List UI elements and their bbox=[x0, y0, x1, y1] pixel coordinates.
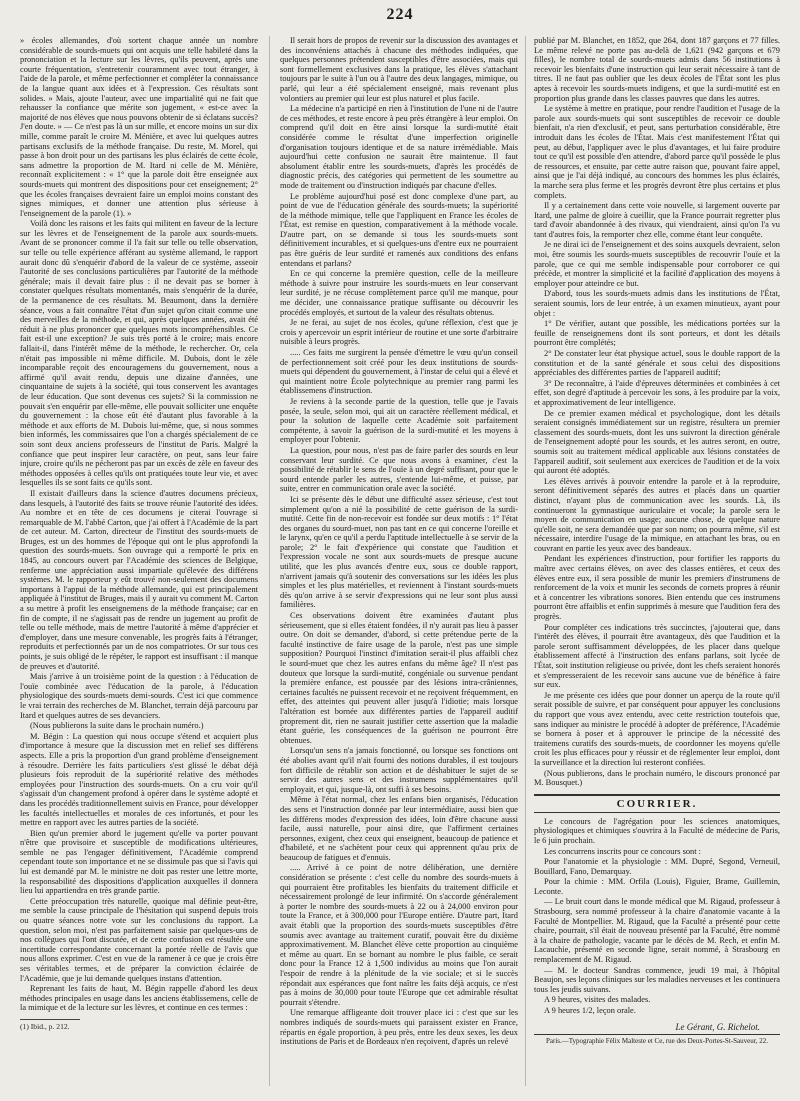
paragraph: — M. le docteur Sandras commence, jeudi 19 mai, à l'hôpital Beaujon, ses leçons cliniques sur les maladies nerveuses et les continuera tous les jeudis suivans. bbox=[534, 965, 780, 994]
paragraph: Une remarque affligeante doit trouver place ici : c'est que sur les nombres indiqués de sourds-muets qui paraissent exister en France, répartis en égale proportion, à peu près, entre les deux sexes, les deux institutions de Paris et de Bordeaux n'en reçoivent, d'après un relevé bbox=[280, 1008, 518, 1047]
paragraph: M. Bégin : La question qui nous occupe s'étend et acquiert plus d'importance à mesure que la discussion met en relief ses différens aspects. Elle a pris la proportion d'un grand problème d'enseignement à résoudre. Derrière les faits particuliers s'est glissé le débat déjà plusieurs fois reproduit de la supériorité relative des méthodes employées pour l'instruction des sourds-muets. On a cru voir qu'il s'agissait d'un changement profond à opérer dans le système adopté et dans les procédés traditionnellement suivis en France, pour développer les facultés intellectuelles et morales de ces infortunés, et pour les mettre en rapport avec les autres parties de la société. bbox=[20, 731, 258, 828]
paragraph: Lorsqu'un sens n'a jamais fonctionné, ou lorsque ses fonctions ont été abolies avant qu'il n'ait fourni des notions durables, il est toujours fort difficile de rétablir son action et de déshabituer le sujet de se servir des autres sens et des instrumens supplémentaires qu'il employait, et qui, jusque-là, ont suffi à ses besoins. bbox=[280, 746, 518, 794]
paragraph: Cette préoccupation très naturelle, quoique mal définie peut-être, me semble la cause principale de l'hésitation qui suspend depuis trois ou quatre séances notre vote sur les conclusions du rapport. La question, selon moi, n'est pas parfaitement saisie par quelques-uns de nos collègues qui l'ont discutée, et de cette confusion est résultée une incertitude correspondante concernant la portée réelle de l'avis que nous allons exprimer. C'est en vue de la ramener à ce que je crois être ses véritables termes, et de préparer la conviction éclairée de l'Académie, que je lui demande quelques instans d'attention. bbox=[20, 896, 258, 983]
paragraph: Les élèves arrivés à pouvoir entendre la parole et à la reproduire, seront définitivement séparés des autres et placés dans un quartier distinct, n'ayant plus de communication avec les sourds. Là, ils continueront la gymnastique auriculaire et vocale; la parole sera le moyen de communication en usage; aucune chose, de quelque nature qu'elle soit, ne sera demandée que par son nom; on pourra même, s'il est nécessaire, interdire l'usage de la mimique, en attachant les bras, ou en couvrant en partie les yeux avec des bandeaux. bbox=[534, 476, 780, 553]
paragraph: A 9 heures 1/2, leçon orale. bbox=[544, 1006, 636, 1015]
paragraph: ..... Arrivé à ce point de notre délibération, une dernière considération se présente : c'est celle du nombre des sourds-muets à qui pourraient être profitables les bienfaits du traitement difficile et nécessairement prolongé de leur infirmité. On s'accorde généralement à porter le nombre des sourds-muets à 22 ou à 24,000 environ pour toute la France, et à 300,000 pour l'Europe entière. D'autre part, Itard avait établi que la proportion des sourds-muets susceptibles d'être soumis avec avantage au traitement curatif, pouvait être du dixième approximativement. M. Blanchet élève cette proportion au cinquième et même au quart. En se bornant au nombre le plus faible, ce serait donc pour la France 12 à 1,500 individus au moins que l'on aurait l'espoir de rendre à la plénitude de la vie sociale; et si le succès répondait aux espérances que font naître les faits déjà acquis, ce n'est pas à moins de 30,000 pour toute l'Europe que cet admirable résultat pourrait s'étendre. bbox=[280, 863, 518, 1007]
paragraph: Reprenant les faits de haut, M. Bégin rappelle d'abord les deux méthodes principales en usage dans les anciens établissemens, celle de la mimique et de la lecture sur les lèvres, et continue en ces termes : bbox=[20, 984, 258, 1013]
paragraph: Mais j'arrive à un troisième point de la question : à l'éducation de l'ouïe combinée avec l'éducation de la parole, à l'éducation physiologique des sourds-muets demi-sourds. C'est ici que commence le vrai terrain des recherches de M. Blanchet, terrain déjà parcouru par Itard et quelques autres de ses devanciers. bbox=[20, 672, 258, 720]
paragraph: Les concurrens inscrits pour ce concours sont : bbox=[544, 846, 701, 856]
paragraph: publié par M. Blanchet, en 1852, que 264, dont 187 garçons et 77 filles. Le même relevé ne porte pas au-delà de 1,621 (942 garçons et 679 filles), le nombre total de sourds-muets admis dans 56 institutions à recevoir les bienfaits d'une instruction qui leur serait nécessaire à tant de titres. Il ne faut pas oublier que les deux écoles de l'État sont les plus aptes à recevoir les sourds-muets indigens, et que la surdi-mutité est en proportion plus grande dans les classes pauvres que dans les autres. bbox=[534, 36, 780, 103]
paragraph: Le concours de l'agrégation pour les sciences anatomiques, physiologiques et chimiques s'ouvrira à la Faculté de médecine de Paris, le 6 juin prochain. bbox=[534, 816, 780, 845]
paragraph: (Nous publierons la suite dans le prochain numéro.) bbox=[30, 721, 204, 731]
section-title-courrier: COURRIER. bbox=[616, 797, 698, 810]
paragraph: Ici se présente dès le début une difficulté assez sérieuse, c'est tout simplement qu'on a nié la possibilité de cette guérison de la surdi-mutité. Cette fin de non-recevoir est fondée sur deux motifs : 1° l'état des organes du sourd-muet, non pas tant en ce qui concerne l'oreille et le larynx, qu'en ce qu'il a perdu l'aptitude intellectuelle à se servir de la parole; 2° le fait d'expérience qui constate que l'audition et l'expression vocale ne sont aux sourds-muets de presque aucune utilité, que les plus avancés d'entre eux, sous ce double rapport, n'arrivent jamais qu'à soutenir des conversations sur les idées les plus simples et les plus matérielles, et reviennent à l'instant sourds-muets dès qu'on arrive à se servir d'expressions qui ne leur sont plus aussi familières. bbox=[280, 494, 518, 610]
signature: Le Gérant, G. Richelot. bbox=[675, 1021, 760, 1032]
column-right bbox=[534, 36, 780, 1096]
column-middle bbox=[280, 36, 518, 1096]
paragraph: Pour la chimie : MM. Orfila (Louis), Figuier, Brame, Guillemin, Leconte. bbox=[534, 877, 780, 896]
paragraph: A 9 heures, visites des malades. bbox=[544, 995, 651, 1005]
column-left bbox=[20, 36, 258, 1096]
paragraph: D'abord, tous les sourds-muets admis dans les institutions de l'État, seraient soumis, lors de leur entrée, à un examen minutieux, ayant pour objet : bbox=[534, 289, 780, 318]
paragraph: Ces observations doivent être examinées d'autant plus sérieusement, que si elles étaient fondées, il n'y aurait pas lieu à passer outre. On doit se demander, d'abord, si cette prétendue perte de la faculté instinctive de faire usage de la parole, n'est pas une simple supposition? Pourquoi l'instinct d'imitation serait-il plus affaibli chez le sourd-muet que chez les autres enfans du même âge? Il n'est pas douteux que lorsque la surdi-mutité, congéniale ou survenue pendant la première enfance, est poussée par des lésions intra-crâniennes, certaines facultés ne puissent recevoir et ne reçoivent fréquemment, en effet, des atteintes qui peuvent aller jusqu'à l'idiotie; mais lorsque l'altération est bornée aux différentes parties de l'appareil auditif proprement dit, rien ne saurait justifier cette assertion que la maladie étant guérie, les conséquences de la guérison ne pourront être obtenues. bbox=[280, 611, 518, 745]
section-rule bbox=[534, 794, 780, 796]
paragraph: Pendant les expériences d'instruction, pour fortifier les rapports du maître avec certains élèves, on avec des classes entières, et ceux des élèves entre eux, il sera possible de munir les premiers d'instrumens de renforcement de la voix et munir les seconds de cornets propres à réunir et à concentrer les vibrations sonores. Bien entendu que ces instrumens pourront être affaiblis et enfin supprimés à mesure que l'audition fera des progrès. bbox=[534, 554, 780, 622]
paragraph: La médecine n'a participé en rien à l'institution de l'une ni de l'autre de ces méthodes, et reste encore à peu près étrangère à leur emploi. On comprend qu'il doit en être ainsi lorsque la surdi-mutité était considérée comme le résultat d'une imperfection originelle d'organisation toujours identique et de sa nature irrémédiable. Mais aujourd'hui cette confusion ne saurait être maintenue. Il faut absolument établir entre les sourds-muets, d'après les procédés de diagnostic précis, des catégories qui permettent de les soumettre au mode de traitement ou d'instruction indiqués par chacune d'elles. bbox=[280, 104, 518, 190]
footnote-rule bbox=[20, 1019, 80, 1020]
paragraph: Il y a certainement dans cette voie nouvelle, si largement ouverte par Itard, une palme de gloire à cueillir, que la France pourrait regretter plus tard d'avoir abandonnée à des rivaux, qui viendraient, ainsi qu'on l'a vu tant d'autres fois, la remporter chez elle, comme étant leur conquête. bbox=[534, 201, 780, 239]
paragraph: ..... Ces faits me surgirent la pensée d'émettre le vœu qu'un conseil de perfectionnement soit créé pour les deux institutions de sourds-muets qui dépendent du gouvernement, à l'instar de celui qui a élevé et qui maintient notre École polytechnique au premier rang parmi les établissemens d'instruction. bbox=[280, 348, 518, 396]
paragraph: 2° De constater leur état physique actuel, sous le double rapport de la constitution et de la santé générale et sous celui des dispositions appréciables des différentes parties de l'appareil auditif; bbox=[534, 349, 780, 378]
paragraph: Il serait hors de propos de revenir sur la discussion des avantages et des inconvéniens attachés à chacune des méthodes indiquées, que quelques personnes prétendent susceptibles d'être associées, mais qui sont formellement exclusives dans la pratique, les élèves s'attachant toujours par le suite à l'un ou à l'autre des deux langages, mimique, ou parlé, qui leur a été spécialement enseigné, mais revenant plus volontiers au premier qui leur est plus naturel et plus facile. bbox=[280, 36, 518, 103]
paragraph: En ce qui concerne la première question, celle de la meilleure méthode à suivre pour instruire les sourds-muets en leur conservant leur surdité, je ne récuse complètement parce qu'il me manque, pour me décider, une connaissance pratique suffisante ou découvrir les procédés employés, et surtout de la valeur des résultats obtenus. bbox=[280, 269, 518, 317]
paragraph: Bien qu'un premier abord le jugement qu'elle va porter pouvant n'être que provisoire et susceptible de modifications ultérieures, semble ne pas l'engager définitivement, l'Académie comprend cependant toute son importance et ne se dissimule pas que si l'avis qui lui est demandé par M. le ministre ne doit pas rester une lettre morte, la responsabilité des dispositions d'application auxquelles il donnera lieu lui appartiendra en très grande partie. bbox=[20, 828, 258, 896]
section-rule bbox=[534, 812, 780, 813]
paragraph: De ce premier examen médical et psychologique, dont les détails seraient consignés immédiatement sur un registre, résultera un premier classement des sourds-muets, dont les uns suivront la direction générale de l'enseignement adopté pour les sourds, et les autres seront, en outre, soumis soit au traitement médical applicable aux lésions constatées de l'appareil auditif, soit seulement aux exercices de l'audition et de la voix qui auront été adoptés. bbox=[534, 408, 780, 476]
paragraph: — Le bruit court dans le monde médical que M. Rigaud, professeur à Strasbourg, sera nommé professeur à la chaire d'anatomie vacante à la Faculté de Montpellier. M. Rigaud, que la Faculté a présenté pour cette chaire, pourrait, s'il était de nouveau présenté par la Faculté, être nommé à la chaire de pathologie, vacante par le décès de M. Rech, et enfin M. Lacauchie, présenté en seconde ligne, serait nommé, à Strasbourg en remplacement de M. Rigaud. bbox=[534, 897, 780, 965]
paragraph: La question, pour nous, n'est pas de faire parler des sourds en leur conservant leur surdité. Ce que nous avons à examiner, c'est la possibilité de rétablir le sens de l'ouïe à un degré suffisant, pour que le sourd entende parler les autres, s'entende lui-même, et puisse, par suite, entrer en communication orale avec la société. bbox=[280, 445, 518, 494]
paragraph: Le problème aujourd'hui posé est donc complexe d'une part, au point de vue de l'éducation générale des sourds-muets; la supériorité de la méthode mimique, telle que l'appliquent en France les écoles de l'État, est remise en question, comparativement à la méthode vocale. D'autre part, on se demande si tous les sourds-muets sont définitivement incurables, et si quelques-uns d'entre eux ne pourraient pas être guéris de leur surdité et ramenés aux conditions des enfans entendans et parlans? bbox=[280, 191, 518, 268]
column-divider bbox=[525, 36, 526, 1086]
paragraph: Pour l'anatomie et la physiologie : MM. Dupré, Segond, Verneuil, Bouillard, Fano, Demarquay. bbox=[534, 857, 780, 876]
imprint: Paris.—Typographie Félix Malteste et Ce, rue des Deux-Portes-St-Sauveur, 22. bbox=[534, 1034, 780, 1045]
paragraph: Voilà donc les raisons et les faits qui militent en faveur de la lecture sur les lèvres et de l'enseignement de la parole aux sourds-muets. Avant de se prononcer comme il l'a fait sur telle ou telle observation, sur telle ou telle expérience afférant au système allemand, le rapport aurait donc dû s'enquérir d'abord de la valeur de ce système, asseoir l'autorité de ses conclusions particulières par l'autorité de la méthode générale; mais il devait faire plus : il ne devait pas se borner à constater quelques résultats momentanés, mais s'enquérir de la durée, de la permanence de ces résultats. M. Beaumont, dans la dernière séance, vous a fait connaître l'état d'un sujet qu'on citait comme une des merveilles de la méthode, et qui, après quelques années, avait été réduit à ne plus prononcer que quelques mots incompréhensibles. Ce fait est-il une exception? Je suis très porté à le croire; mais encore fallait-il, dans l'intérêt même de la méthode, le rechercher. Or, cela n'était pas impossible ni même difficile. M. Dubois, dont le zèle incomparable reçoit des encouragemens du gouvernement, nous a affirmé qu'il avait rendu, depuis une dizaine d'années, une cinquantaine de sujets à la société, qui tous conservent les avantages de leur éducation. Que sont devenus ces sujets? Si la commission ne pouvait s'en enquérir par elle-même, elle pouvait solliciter une enquête du gouvernement : la chose eût été d'autant plus favorable à la méthode et aux efforts de M. Dubois lui-même, que, si nous sommes bien informés, les commissaires que l'on a chargés spécialement de ce soin sont deux anciens professeurs de l'institut de Paris. Malgré la confiance que peut inspirer leur caractère, on peut, sans leur faire injure, croire qu'ils ne pécheront pas par un excès de zèle en faveur des méthodes opposées à celles qu'ils ont pratiquées toute leur vie, et avec lesquelles ils se sont faits ce qu'ils sont. bbox=[20, 219, 258, 488]
paragraph: (Nous publierons, dans le prochain numéro, le discours prononcé par M. Bousquet.) bbox=[534, 768, 780, 788]
page-number: 224 bbox=[386, 6, 414, 23]
paragraph: Il existait d'ailleurs dans la science d'autres documens précieux, dans lesquels, à l'autorité des faits se trouve réunie l'autorité des idées. Au nombre et en tête de ces documens je citerai l'ouvrage si remarquable de M. l'abbé Carton, que j'ai offert à l'Académie de la part de cet auteur. M. Carton, directeur de l'institut des sourds-muets de Bruges, est un des hommes de l'époque qui ont le plus approfondi la question des sourds-muets. Son ouvrage qui a remporté le prix en 1845, au concours ouvert par l'Académie des sciences de Belgique, renferme une appréciation aussi impartiale qu'élevée des différens systèmes. M. le rapporteur y eût trouvé non-seulement des documens importans à l'appui de la méthode allemande, qui est principalement appliquée à l'institut de Bruges, mais il y aurait vu comment M. Carton a su mettre à profit les enseignemens de la méthode française; car en fin de compte, il ne s'agissait pas de rendre un jugement au profit de telle ou telle méthode, mais de mettre l'autorité à même d'apprécier et d'employer, dans une mesure convenable, les progrès faits à l'étranger, reproduits et perfectionnés par un de nos compatriotes. Or sur tous ces points, je suis obligé de le répéter, le rapport est insuffisant : il manque de preuves et d'autorité. bbox=[20, 488, 258, 671]
paragraph: Je reviens à la seconde partie de la question, telle que je l'avais posée, la seule, selon moi, qui ait un caractère réellement médical, et pour la solution de laquelle cette Académie soit parfaitement compétente, à savoir la guérison de la surdi-mutité et les moyens à employer pour l'obtenir. bbox=[280, 396, 518, 445]
paragraph: Je ne ferai, au sujet de nos écoles, qu'une réflexion, c'est que je crois y apercevoir un esprit intérieur de routine et une sorte d'arbitraire nuisible à leurs progrès. bbox=[280, 318, 518, 347]
paragraph: » écoles allemandes, d'où sortent chaque année un nombre considérable de sourds-muets qui ont acquis une telle habileté dans la prononciation et la lecture sur les lèvres, qu'ils peuvent, après une courte fréquentation, s'entretenir couramment avec tout étranger, à l'aide de la parole, et même perfectionner et compléter la connaissance de la langue quant aux idées et à l'expression. Ces résultats sont solides. » Mais, ajoute l'auteur, avec une impartialité qui ne fait que rehausser la confiance que mérite son jugement, « est-ce avec la majorité de nos élèves que nous pouvons obtenir de si éclatans succès? J'en doute. » — Ce n'est pas là un sur mille, et encore moins un sur dix mille, comme paraît le croire M. Ménière, et avec lui quelques autres partisans exclusifs de la méthode française. Du reste, M. Morel, qui passe à bon droit pour un des partisans les plus éclairés de cette école, sans admettre la proportion de M. Itard ni celle de M. Ménière, reconnaît explicitement : « 1° que la parole doit être enseignée aux sourds-muets qui montrent des dispositions pour cet enseignement; 2° que les écoles françaises devraient faire un emploi moins constant des signes mimiques, et donner une attention plus sérieuse à l'enseignement de la parole (1). » bbox=[20, 36, 258, 218]
paragraph: Je ne dirai ici de l'enseignement et des soins auxquels devraient, selon moi, être soumis les sourds-muets susceptibles de recouvrir l'ouïe et la parole, que ce qui me semble indispensable pour corroborer ce qui précède, et montrer la simplicité et la facilité d'application des moyens à employer pour atteindre ce but. bbox=[534, 240, 780, 288]
paragraph: Pour compléter ces indications très succinctes, j'ajouterai que, dans l'intérêt des élèves, il pourrait être avantageux, dès que l'audition et la parole seront suffisamment développées, de les placer dans quelque établissement affecté à l'instruction des enfans parlans, soit lycée de l'État, soit institution religieuse ou privée, dont les chefs seraient honorés et s'empresseraient de les recevoir sans aucune vue de bénéfice à faire sur eux. bbox=[534, 622, 780, 690]
paragraph: 1° De vérifier, autant que possible, les médications portées sur la feuille de renseignemens dont ils sont porteurs, et dont les détails pourront être complétés; bbox=[534, 319, 780, 348]
column-divider bbox=[269, 36, 270, 1086]
paragraph: Le système à mettre en pratique, pour rendre l'audition et l'usage de la parole aux sourds-muets qui sont susceptibles de recevoir ce double bienfait, n'a rien d'exclusif, et peut, sans perturbation considérable, être introduit dans les écoles de l'État. Mais c'est manifestement l'État qui peut, au début, l'appliquer avec le plus d'avantages, et lui faire produire tout ce qu'il est possible d'en attendre, d'abord parce qu'il possède le plus de ressources, et ensuite, par cette autre raison que, pouvant faire appel, ainsi que je l'ai déjà indiqué, au concours des hommes les plus éclairés, la marche sera plus ferme et les progrès devront être plus certains et plus complets. bbox=[534, 104, 780, 200]
paragraph: Même à l'état normal, chez les enfans bien organisés, l'éducation des sens et l'instruction donnée par leur intermédiaire, aussi bien que les différens modes d'expression des idées, loin d'être chacune aussi facile, aussi naturelle, pour ainsi dire, que l'affirment certaines personnes, exigent, chez ceux qui enseignent, beaucoup de patience et d'habileté, et ne s'achètent pour ceux qui apprennent qu'au prix de beaucoup de fatigues et d'ennuis. bbox=[280, 795, 518, 862]
paragraph: Je me présente ces idées que pour donner un aperçu de la route qu'il serait possible de suivre, et par conséquent pour appuyer les conclusions du rapport que vous avez entendu, avec cette restriction toutefois que, sans indiquer au ministre le procédé à adopter de préférence, l'Académie se bornera à poser et à approuver le principe de la nécessité des traitemens curatifs des sourds-muets, de coordonner les moyens qu'elle croit les plus efficaces pour y réussir et de réglementer leur emploi, dont la surveillance et la direction lui resteront confiées. bbox=[534, 690, 780, 767]
footnote: (1) Ibid., p. 212. bbox=[20, 1021, 70, 1031]
paragraph: 3° De reconnaître, à l'aide d'épreuves déterminées et combinées à cet effet, son degré d'aptitude à percevoir les sons, à les produire par la voix, et approximativement de leur intelligence. bbox=[534, 378, 780, 407]
